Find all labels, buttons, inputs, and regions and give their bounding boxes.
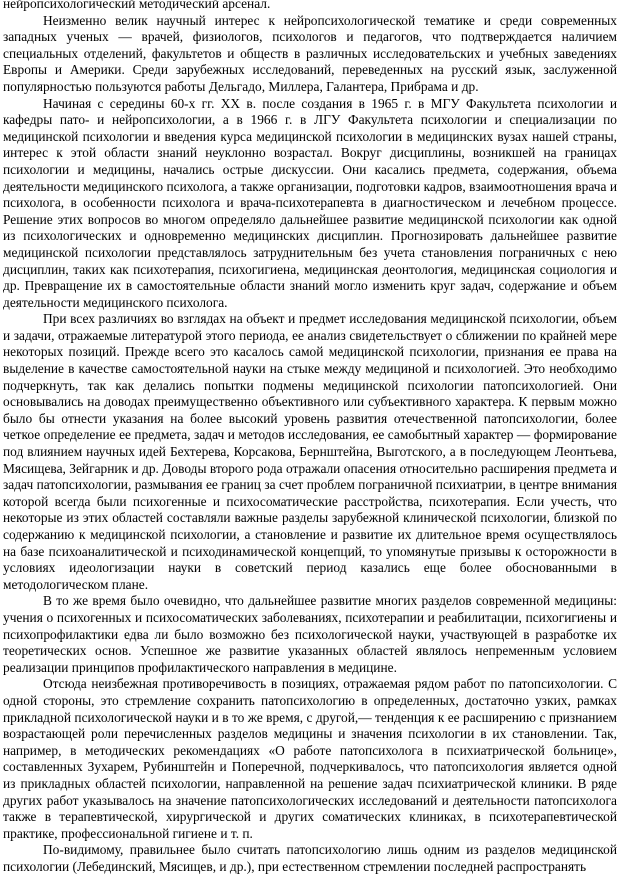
paragraph-continuation: нейропсихологический методический арсенал. <box>3 0 271 11</box>
paragraph-western-interest: Неизменно велик научный интерес к нейропсихологической тематике и среди современных западных ученых — врачей, физиологов, психологов и педагогов, что подтверждается наличием специальных отделений, факультетов и обществ в различных исследовательских и учебных заведениях Европы и Америки. Среди зарубежных исследований, переведенных на русский язык, заслуженной популярностью пользуются работы Дельгадо, Миллера, Галантера, Прибрама и др. <box>3 12 617 94</box>
paragraph-contradictions: Отсюда неизбежная противоречивость в позициях, отражаемая рядом работ по патопсихологии. С одной стороны, это стремление сохранить патопсихологию в определенных, достаточно узких, рамках прикладной психологической науки и в то же время, с другой,— тенденция к ее расширению с признанием возрастающей роли перечисленных разделов медицины и значения психологии в их становлении. Так, например, в методических рекомендациях «О работе патопсихолога в психиатрической больнице», составленных Зухарем, Рубинштейн и Поперечной, подчеркивалось, что патопсихология является одной из прикладных областей психологии, направленной на решение задач психиатрической клиники. В ряде других работ указывалось на значение патопсихологических исследований и деятельности патопсихолога также в терапевтической, хирургической и других соматических клиниках, в психотерапевтической практике, профессиональной гигиене и т. п. <box>3 676 617 841</box>
paragraph-pathopsychology-section: По-видимому, правильнее было считать патопсихологию лишь одним из разделов медицинской психологии (Лебединский, Мясищев, и др.), при естественном стремлении последней распространять <box>3 842 617 874</box>
paragraph-history-1960s: Начиная с середины 60-х гг. XX в. после создания в 1965 г. в МГУ Факультета психологии и кафедры пато- и нейропсихологии, а в 1966 г. в ЛГУ Факультета психологии и специализации по медицинской психологии и введения курса медицинской психологии в медицинских вузах нашей страны, интерес к этой области знаний неуклонно возрастал. Вокруг дисциплины, возникшей на границах психологии и медицины, начались острые дискуссии. Они касались предмета, содержания, объема деятельности медицинского психолога, а также организации, подготовки кадров, взаимоотношения врача и психолога, в особенности психолога и врача-психотерапевта в диагностическом и лечебном процессе. Решение этих вопросов во многом определяло дальнейшее развитие медицинской психологии как одной из психологических и одновременно медицинских дисциплин. Прогнозировать дальнейшее развитие медицинской психологии представлялось затруднительным без учета становления пограничных с нею дисциплин, таких как психотерапия, психогигиена, медицинская деонтология, медицинская социология и др. Превращение их в самостоятельные области знаний могло изменить круг задач, содержание и объем деятельности медицинского психолога. <box>3 95 617 310</box>
paragraph-medicine-development: В то же время было очевидно, что дальнейшее развитие многих разделов современной медицины: учения о психогенных и психосоматических заболеваниях, психотерапии и реабилитации, психогигиены и психопрофилактики едва ли было возможно без психологической науки, участвующей в разработке их теоретических основ. Успешное же развитие указанных областей являлось непременным условием реализации принципов профилактического направления в медицине. <box>3 593 617 675</box>
paragraph-views-on-subject: При всех различиях во взглядах на объект и предмет исследования медицинской психологии, объем и задачи, отражаемые литературой этого периода, ее анализ свидетельствует о сближении по крайней мере некоторых позиций. Прежде всего это касалось самой медицинской психологии, признания ее права на выделение в качестве самостоятельной науки на стыке между медициной и психологией. Это необходимо подчеркнуть, так как делались попытки подмены медицинской психологии патопсихологией. Они основывались на доводах преимущественно объективного или субъективного характера. К первым можно было бы отнести указания на более высокий уровень развития отечественной патопсихологии, более четкое определение ее предмета, задач и методов исследования, ее самобытный характер — формирование под влиянием научных идей Бехтерева, Корсакова, Бернштейна, Выготского, а в последующем Леонтьева, Мясищева, Зейгарник и др. Доводы второго рода отражали опасения относительно расширения предмета и задач патопсихологии, размывания ее границ за счет проблем пограничной психиатрии, в центре внимания которой всегда были психогенные и психосоматические расстройства, психотерапия. Если учесть, что некоторые из этих областей составляли важные разделы зарубежной клинической психологии, близкой по содержанию к медицинской психологии, а становление и развитие их длительное время осуществлялось на базе психоаналитической и психодинамической концепций, то упомянутые призывы к осторожности в условиях идеологизации науки в советский период казались еще более обоснованными в методологическом плане. <box>3 311 617 592</box>
